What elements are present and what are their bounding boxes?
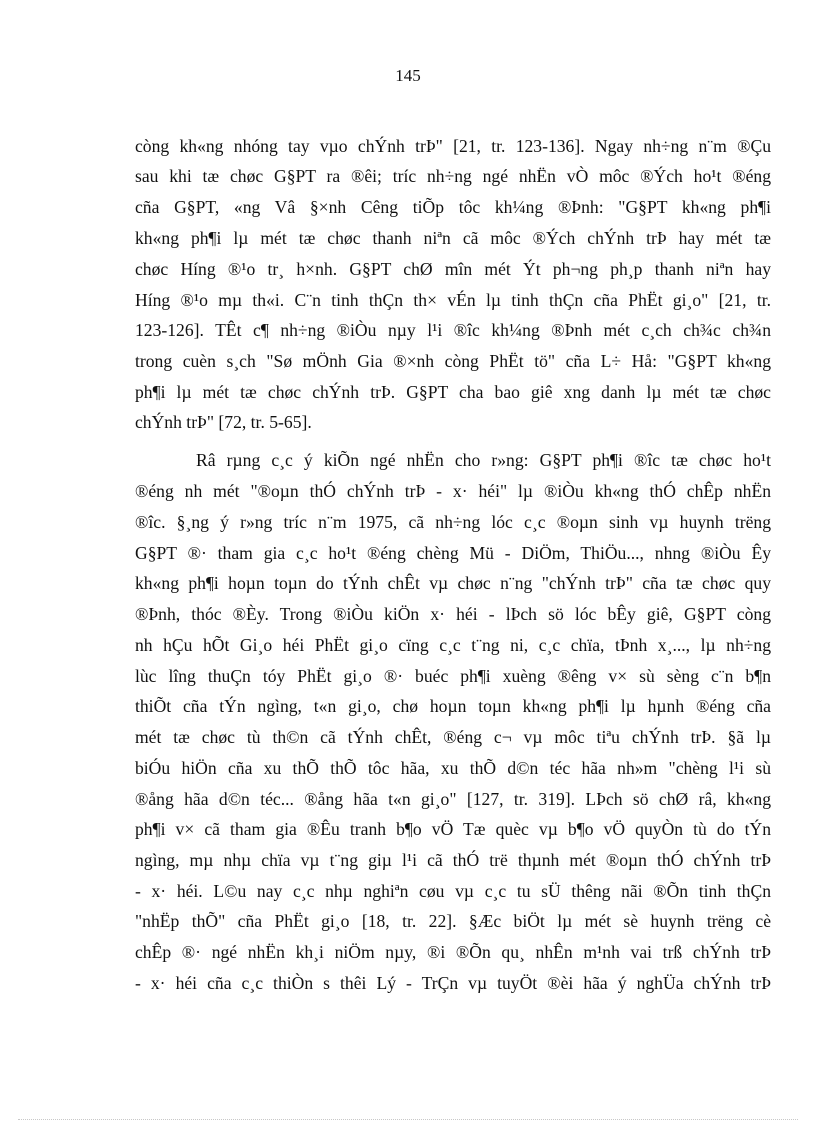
text-line: ®éng nh mét "®oµn thÓ chÝnh trÞ - x· héi" lµ ®iÒu kh«ng thÓ chÊp nhËn [135,481,771,501]
text-line: chøc Híng ®¹o tr¸ h×nh. G§PT chØ mîn mét Ýt ph¬ng ph¸p thanh niªn hay [135,259,771,279]
text-line: trong cuèn s¸ch "Sø mÖnh Gia ®×nh còng PhËt tö" cña L÷ Hå: "G§PT kh«ng [135,351,771,371]
text-line: Râ rµng c¸c ý kiÕn ngé nhËn cho r»ng: G§PT ph¶i ®îc tæ chøc ho¹t [196,450,771,470]
text-line: Híng ®¹o mµ th«i. C¨n tinh thÇn th× vÉn lµ tinh thÇn cña PhËt gi¸o" [21, tr. [135,290,771,310]
text-line: kh«ng ph¶i hoµn toµn do tÝnh chÊt vµ chøc n¨ng "chÝnh trÞ" cña tæ chøc quy [135,573,771,593]
text-line: ngìng, mµ nhµ chïa vµ t¨ng giµ l¹i cã thÓ trë thµnh mét ®oµn thÓ chÝnh trÞ [135,850,771,870]
text-line: - x· héi cña c¸c thiÒn s thêi Lý - TrÇn vµ tuyÖt ®èi hãa ý nghÜa chÝnh trÞ [135,973,771,993]
text-line: ®îc. §¸ng ý r»ng tríc n¨m 1975, cã nh÷ng lóc c¸c ®oµn sinh vµ huynh trëng [135,512,771,532]
text-line: G§PT ®· tham gia c¸c ho¹t ®éng chèng Mü - DiÖm, ThiÖu..., nhng ®iÒu Êy [135,543,771,563]
text-line: cña G§PT, «ng Vâ §×nh Cêng tiÕp tôc kh¼ng ®Þnh: "G§PT kh«ng ph¶i [135,197,771,217]
text-line: sau khi tæ chøc G§PT ra ®êi; tríc nh÷ng ngé nhËn vÒ môc ®Ých ho¹t ®éng [135,166,771,186]
page-number: 145 [395,66,421,85]
page-bottom-rule [18,1119,798,1120]
text-line: ®Þnh, thóc ®Èy. Trong ®iÒu kiÖn x· héi - lÞch sö lóc bÊy giê, G§PT còng [135,604,771,624]
text-line: còng kh«ng nhóng tay vµo chÝnh trÞ" [21, tr. 123-136]. Ngay nh÷ng n¨m ®Çu [135,136,771,156]
text-line: nh hÇu hÕt Gi¸o héi PhËt gi¸o cïng c¸c t¨ng ni, c¸c chïa, tÞnh x¸..., lµ nh÷ng [135,635,771,655]
text-line: ph¶i lµ mét tæ chøc chÝnh trÞ. G§PT cha bao giê xng danh lµ mét tæ chøc [135,382,771,402]
text-line: ®ång hãa d©n téc... ®ång hãa t«n gi¸o" [127, tr. 319]. LÞch sö chØ râ, kh«ng [135,789,771,809]
text-line: kh«ng ph¶i lµ mét tæ chøc thanh niªn cã môc ®Ých chÝnh trÞ hay mét tæ [135,228,771,248]
text-line: "nhËp thÕ" cña PhËt gi¸o [18, tr. 22]. §Æc biÖt lµ mét sè huynh trëng cè [135,911,771,931]
text-line: mét tæ chøc tù th©n cã tÝnh chÊt, ®éng c¬ vµ môc tiªu chÝnh trÞ. §ã lµ [135,727,771,747]
text-line: - x· héi. L©u nay c¸c nhµ nghiªn cøu vµ c¸c tu sÜ thêng nãi ®Õn tinh thÇn [135,881,771,901]
text-line: 123-126]. TÊt c¶ nh÷ng ®iÒu nµy l¹i ®îc kh¼ng ®Þnh mét c¸ch ch¾c ch¾n [135,320,771,340]
text-line: thiÕt cña tÝn ngìng, t«n gi¸o, chø hoµn toµn kh«ng ph¶i lµ hµnh ®éng cña [135,696,771,716]
text-line: biÓu hiÖn cña xu thÕ thÕ tôc hãa, xu thÕ d©n téc hãa nh»m "chèng l¹i sù [135,758,771,778]
text-line: chÝnh trÞ" [72, tr. 5-65]. [135,412,312,432]
text-line: chÊp ®· ngé nhËn kh¸i niÖm nµy, ®i ®Õn qu¸ nhÊn m¹nh vai trß chÝnh trÞ [135,942,771,962]
text-line: lùc lîng thuÇn tóy PhËt gi¸o ®· buéc ph¶i xuèng ®êng v× sù sèng c¨n b¶n [135,666,771,686]
text-line: ph¶i v× cã tham gia ®Êu tranh b¶o vÖ Tæ quèc vµ b¶o vÖ quyÒn tù do tÝn [135,819,771,839]
